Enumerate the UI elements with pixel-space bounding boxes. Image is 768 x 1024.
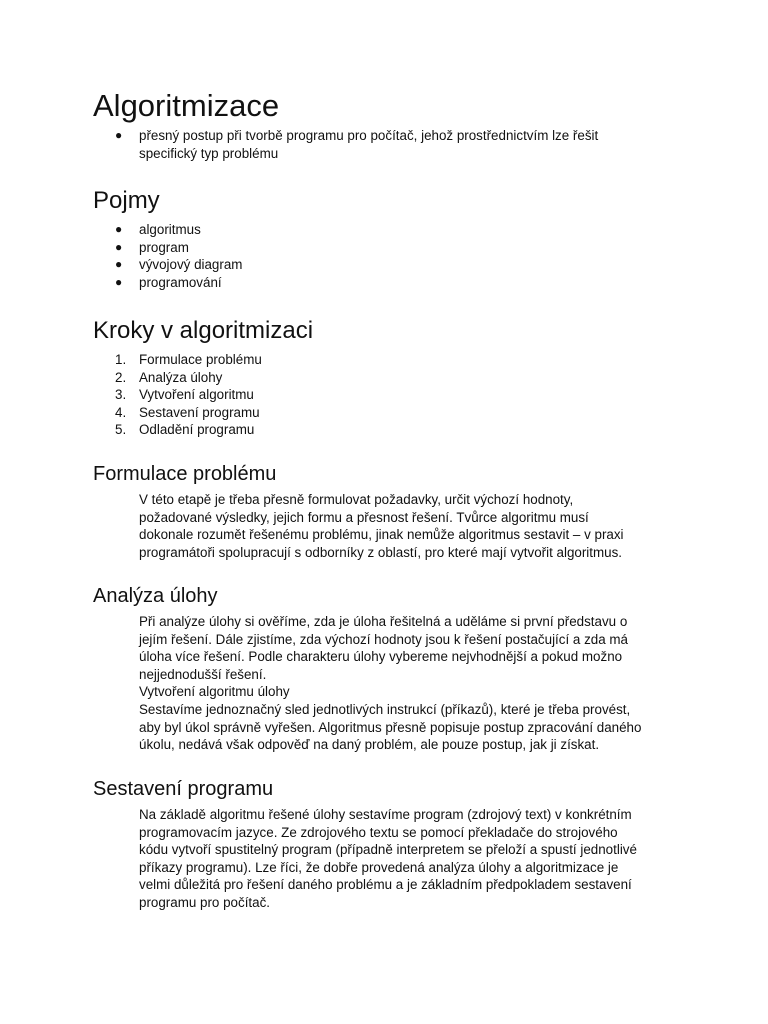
list-item-label: Analýza úlohy bbox=[139, 369, 223, 385]
list-item bbox=[113, 221, 242, 239]
intro-list bbox=[113, 127, 598, 162]
section-heading-kroky: Kroky v algoritmizaci bbox=[93, 317, 314, 344]
list-number: 2. bbox=[115, 369, 127, 385]
list-item-label: vývojový diagram bbox=[139, 257, 243, 273]
list-item-label: Formulace problému bbox=[139, 352, 262, 367]
list-item bbox=[113, 386, 262, 404]
list-item-label: Sestavení programu bbox=[139, 404, 260, 420]
bullet-icon: ● bbox=[115, 128, 123, 142]
paragraph-line: Sestavíme jednoznačný sled jednotlivých instrukcí (příkazů), které je třeba provést, bbox=[139, 701, 631, 717]
section-heading-sestaveni: Sestavení programu bbox=[93, 778, 274, 800]
intro-list-item bbox=[113, 127, 598, 162]
intro-line-2: specifický typ problému bbox=[139, 145, 279, 161]
paragraph-line: aby byl úkol správně vyřešen. Algoritmus přesně popisuje postup zpracování daného bbox=[139, 719, 642, 735]
list-item bbox=[113, 421, 262, 439]
bullet-icon: ● bbox=[115, 239, 123, 254]
list-item-label: Odladění programu bbox=[139, 422, 255, 438]
bullet-icon: ● bbox=[115, 222, 123, 236]
paragraph-line: dokonale rozumět řešenému problému, jinak nemůže algoritmus sestavit – v praxi bbox=[139, 527, 624, 543]
intro-line-1: přesný postup při tvorbě programu pro počítač, jehož prostřednictvím lze řešit bbox=[139, 128, 599, 143]
paragraph-line: kódu vytvoří spustitelný program (případně interpretem se přeloží a spustí jednotlivé bbox=[139, 842, 637, 858]
bullet-icon: ● bbox=[115, 274, 123, 289]
section-heading-pojmy: Pojmy bbox=[93, 187, 160, 214]
list-number: 4. bbox=[115, 404, 127, 420]
kroky-list bbox=[113, 351, 262, 439]
section-heading-formulace: Formulace problému bbox=[93, 463, 277, 485]
list-item bbox=[113, 239, 242, 257]
paragraph-line: programu pro počítač. bbox=[139, 894, 270, 910]
list-number: 1. bbox=[115, 352, 127, 367]
paragraph-line: Při analýze úlohy si ověříme, zda je úloha řešitelná a uděláme si první představu o bbox=[139, 614, 628, 629]
pojmy-list bbox=[113, 221, 242, 291]
paragraph-line: programátoři spolupracují s odborníky z oblastí, pro které mají vytvořit algoritmus. bbox=[139, 544, 623, 560]
section-heading-analyza: Analýza úlohy bbox=[93, 585, 218, 607]
page-title: Algoritmizace bbox=[93, 88, 280, 123]
paragraph-line: Na základě algoritmu řešené úlohy sestavíme program (zdrojový text) v konkrétním bbox=[139, 807, 632, 822]
paragraph-line: úloha více řešení. Podle charakteru úlohy vybereme nejvhodnější a pokud možno bbox=[139, 649, 623, 665]
paragraph-line: programovacím jazyce. Ze zdrojového textu se pomocí překladače do strojového bbox=[139, 824, 618, 840]
bullet-icon: ● bbox=[115, 257, 123, 272]
paragraph-line: V této etapě je třeba přesně formulovat požadavky, určit výchozí hodnoty, bbox=[139, 492, 574, 507]
list-item bbox=[113, 369, 262, 387]
paragraph-line: úkolu, nedává však odpověď na daný problém, ale pouze postup, jak ji získat. bbox=[139, 737, 600, 753]
list-item-label: Vytvoření algoritmu bbox=[139, 387, 254, 403]
paragraph-line: jejím řešení. Dále zjistíme, zda výchozí hodnoty jsou k řešení postačující a zda má bbox=[139, 631, 628, 647]
list-item bbox=[113, 404, 262, 422]
list-number: 3. bbox=[115, 387, 127, 403]
list-number: 5. bbox=[115, 422, 127, 438]
list-item bbox=[113, 351, 262, 369]
paragraph-line: velmi důležitá pro řešení daného problému a je základním předpokladem sestavení bbox=[139, 877, 632, 893]
paragraph-line: nejjednodušší řešení. bbox=[139, 666, 267, 682]
list-item-label: algoritmus bbox=[139, 222, 201, 237]
list-item-label: program bbox=[139, 239, 189, 255]
paragraph-line: příkazy programu). Lze říci, že dobře provedená analýza úlohy a algoritmizace je bbox=[139, 859, 619, 875]
list-item bbox=[113, 256, 242, 274]
paragraph-line: Vytvoření algoritmu úlohy bbox=[139, 684, 290, 700]
sestaveni-paragraph bbox=[139, 806, 684, 912]
analyza-paragraph bbox=[139, 613, 684, 754]
formulace-paragraph bbox=[139, 491, 684, 561]
paragraph-line: požadované výsledky, jejich formu a přesnost řešení. Tvůrce algoritmu musí bbox=[139, 509, 589, 525]
list-item bbox=[113, 274, 242, 292]
list-item-label: programování bbox=[139, 274, 222, 290]
